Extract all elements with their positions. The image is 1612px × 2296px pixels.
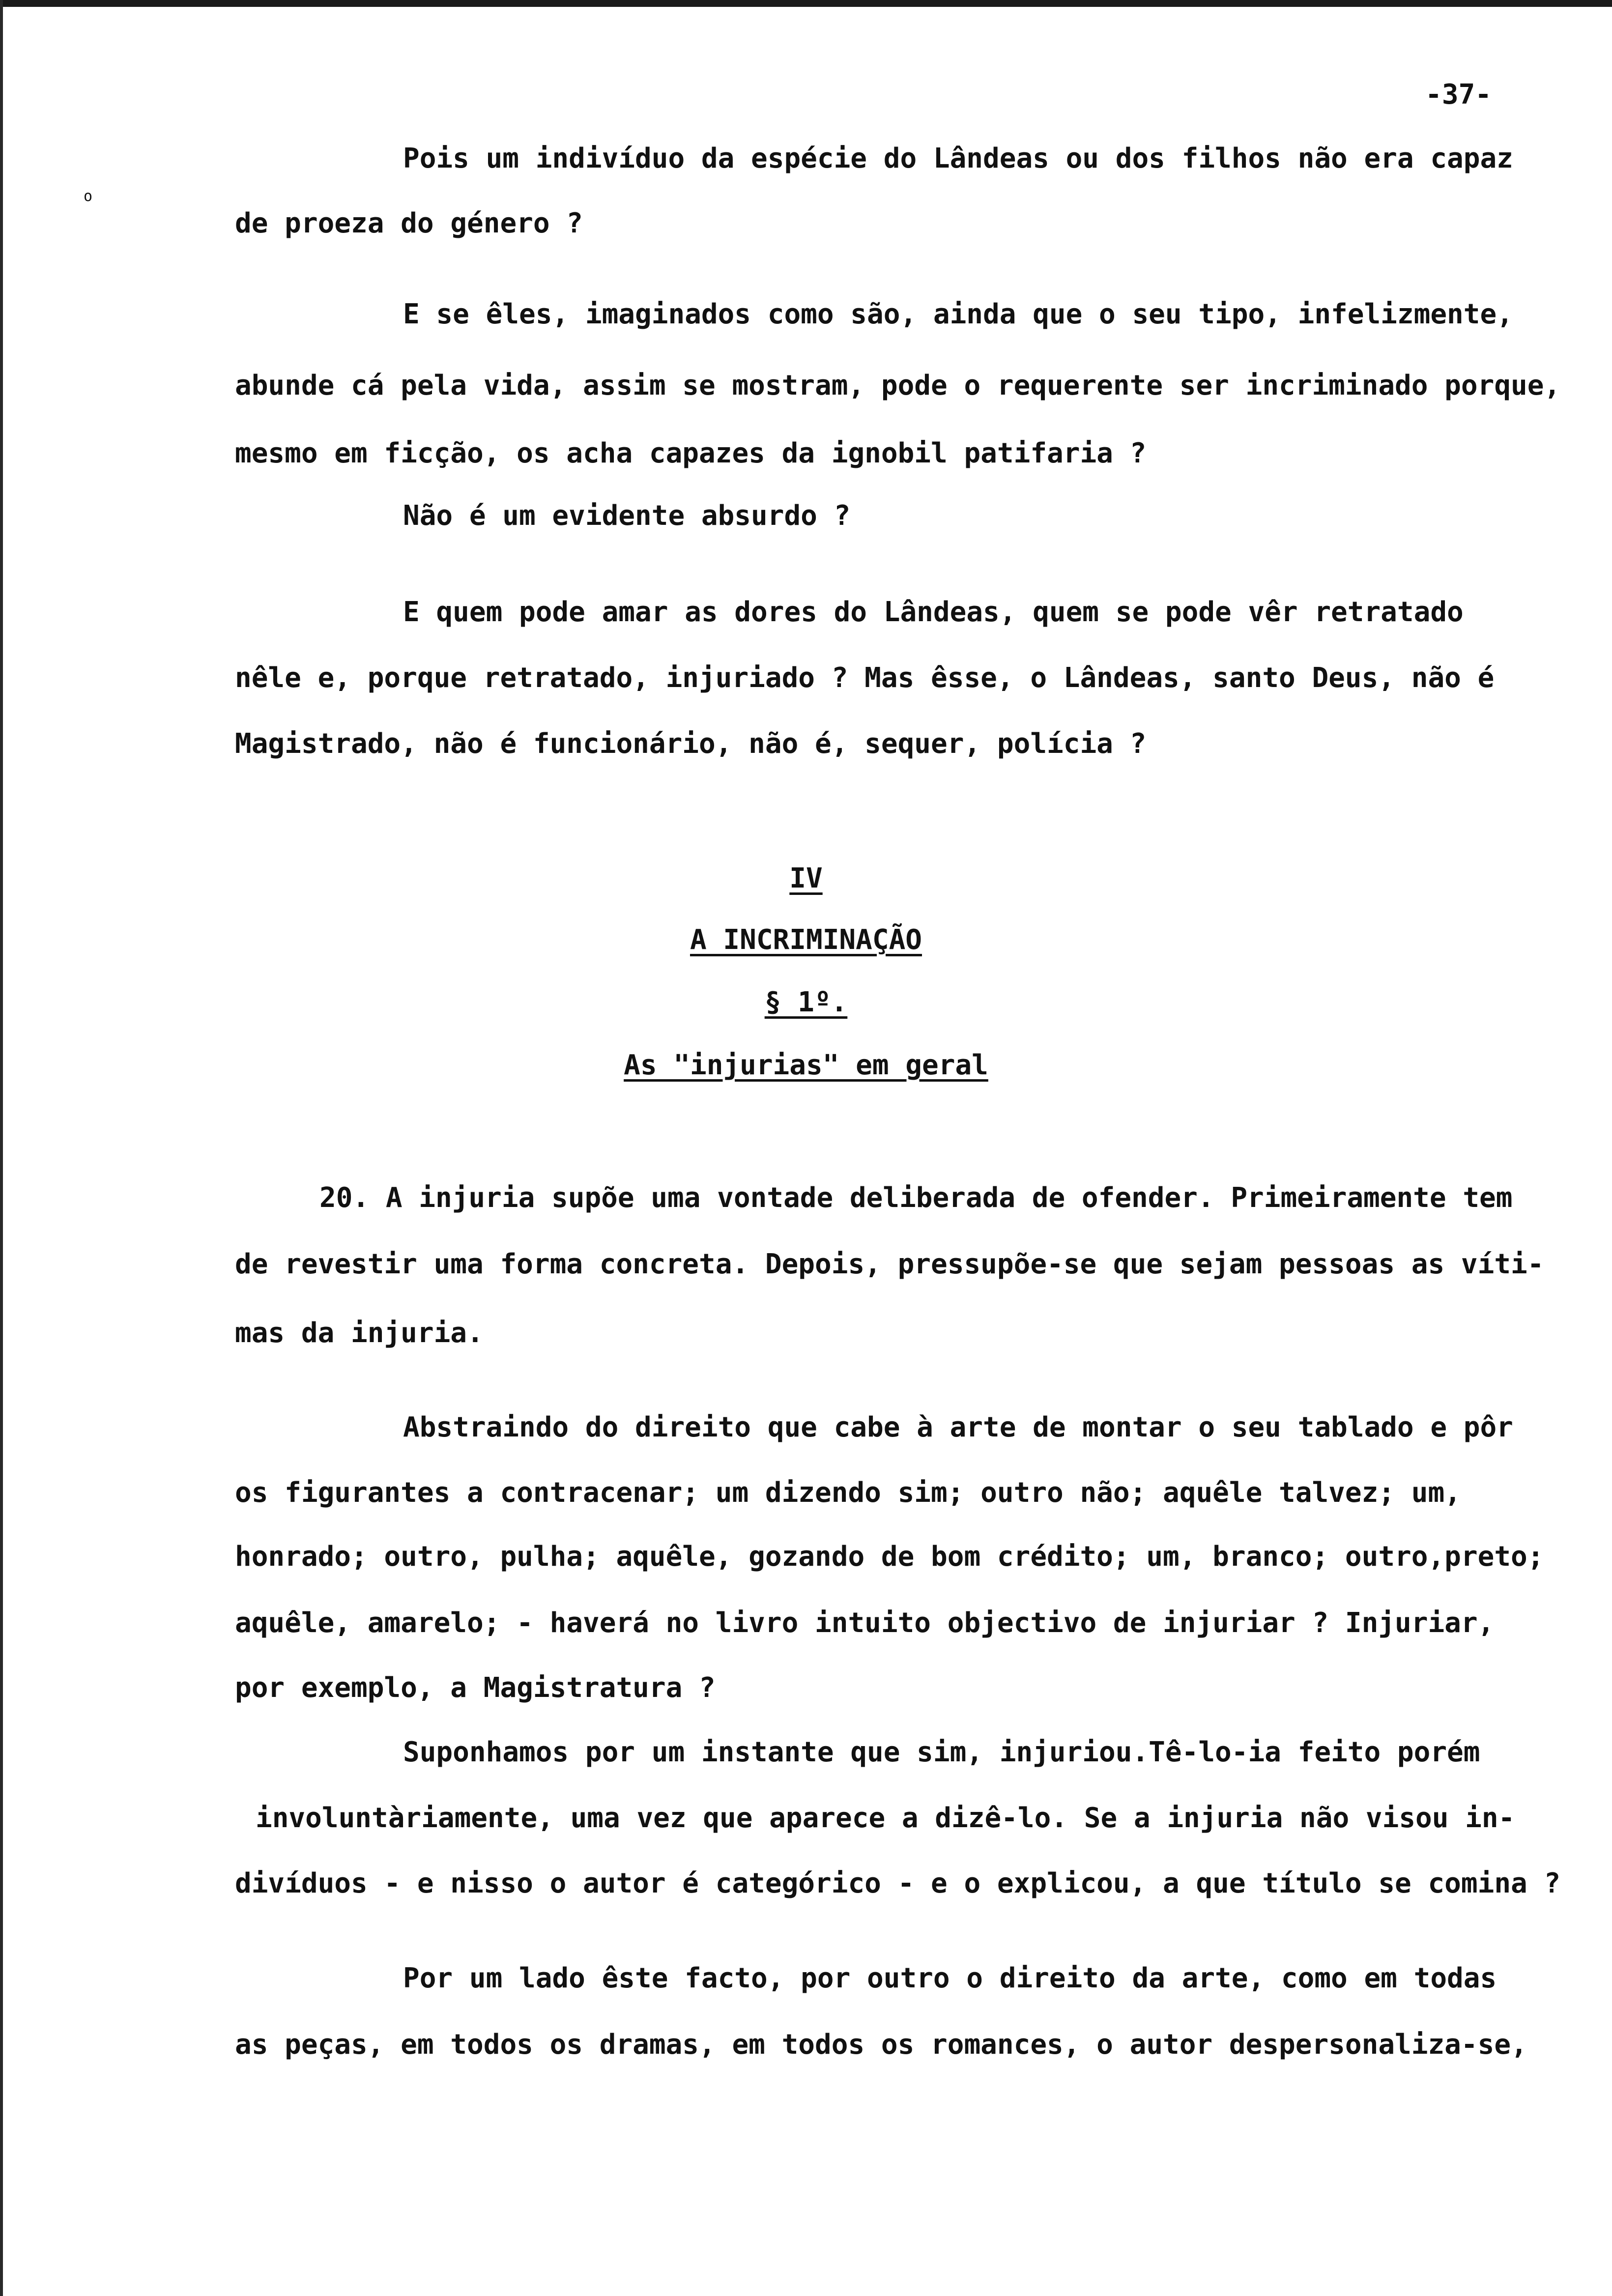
text-line: Por um lado êste facto, por outro o direito da arte, como em todas [403,1962,1497,1994]
text-line: mesmo em ficção, os acha capazes da ignobil patifaria ? [235,437,1147,469]
section-title: A INCRIMINAÇÃO [690,924,922,956]
scan-top-edge [0,0,1612,7]
text-line: Abstraindo do direito que cabe à arte de montar o seu tablado e pôr [403,1411,1513,1443]
text-line: E quem pode amar as dores do Lândeas, quem se pode vêr retratado [403,596,1464,628]
text-line: mas da injuria. [235,1317,484,1349]
text-line: abunde cá pela vida, assim se mostram, pode o requerente ser incriminado porque, [235,370,1561,402]
text-line: as peças, em todos os dramas, em todos os romances, o autor despersonaliza-se, [235,2029,1527,2061]
text-line: E se êles, imaginados como são, ainda que o seu tipo, infelizmente, [403,298,1513,330]
margin-mark: o [84,188,93,205]
text-line: 20. A injuria supõe uma vontade deliberada de ofender. Primeiramente tem [319,1182,1513,1214]
text-line: Não é um evidente absurdo ? [403,500,851,532]
scan-left-edge [0,0,3,2296]
text-line: nêle e, porque retratado, injuriado ? Mas êsse, o Lândeas, santo Deus, não é [235,662,1495,694]
text-line: Magistrado, não é funcionário, não é, sequer, polícia ? [235,728,1147,760]
text-line: aquêle, amarelo; - haverá no livro intuito objectivo de injuriar ? Injuriar, [235,1607,1495,1639]
text-line: por exemplo, a Magistratura ? [235,1672,716,1704]
text-line: Suponhamos por um instante que sim, injuriou.Tê-lo-ia feito porém [403,1736,1480,1768]
section-number: IV [789,862,823,894]
page-number: -37- [1425,79,1492,111]
text-line: de revestir uma forma concreta. Depois, pressupõe-se que sejam pessoas as víti- [235,1248,1544,1280]
text-line: os figurantes a contracenar; um dizendo sim; outro não; aquêle talvez; um, [235,1477,1461,1509]
subsection-title: As "injurias" em geral [624,1049,988,1081]
subsection-number: § 1º. [764,986,848,1018]
text-line: Pois um indivíduo da espécie do Lândeas ou dos filhos não era capaz [403,143,1513,174]
text-line: divíduos - e nisso o autor é categórico - e o explicou, a que título se comina ? [235,1867,1561,1899]
text-line: de proeza do género ? [235,207,583,239]
text-line: honrado; outro, pulha; aquêle, gozando de bom crédito; um, branco; outro,preto; [235,1541,1544,1573]
text-line: involuntàriamente, uma vez que aparece a dizê-lo. Se a injuria não visou in- [256,1802,1515,1834]
